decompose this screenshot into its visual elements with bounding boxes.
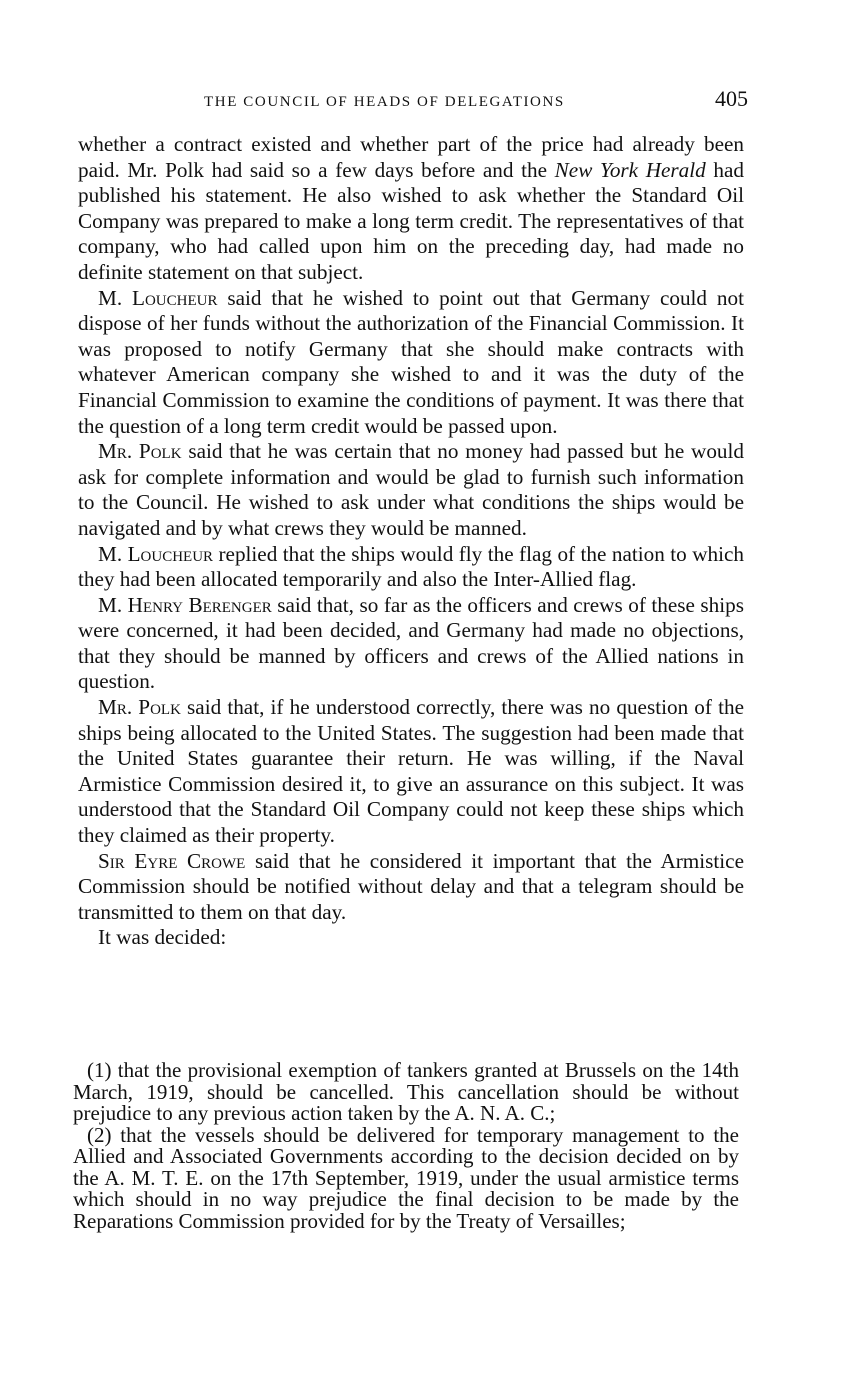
paragraph-crowe (78, 849, 744, 926)
paragraph-text: said that he considered it important that the Armistice Commission should be notified without delay and that a telegram should be transmitted to them on that day. (78, 848, 744, 924)
decisions-list (73, 1060, 739, 1232)
speaker-name: M. Henry Berenger (98, 592, 272, 617)
page-number: 405 (715, 86, 748, 111)
paragraph-polk-2 (78, 695, 744, 849)
speaker-name: Sir Eyre Crowe (98, 848, 246, 873)
paragraph-text: said that, if he understood correctly, there was no question of the ships being allocated to the United States. The suggestion had been made that the United States guarantee their return. He was willing, if the Naval Armistice Commission desired it, to give an assurance on this subject. It was understood that the Standard Oil Company could not keep these ships which they claimed as their property. (78, 695, 744, 848)
paragraph-polk-1 (78, 439, 744, 541)
speaker-name: M. Loucheur (98, 285, 218, 310)
running-title: THE COUNCIL OF HEADS OF DELEGATIONS (204, 94, 565, 110)
paragraph-text: had published his statement. He also wished to ask whether the Standard Oil Company was prepared to make a long term credit. The representatives of that company, who had called upon him on the preceding day, had made no definite statement on that subject. (78, 157, 744, 284)
paragraph-text: said that, so far as the officers and crews of these ships were concerned, it had been decided, and Germany had made no objections, that they should be manned by officers and crews of the Allied nations in question. (78, 592, 744, 694)
paragraph-text: said that he wished to point out that Germany could not dispose of her funds without the authorization of the Financial Commission. It was proposed to notify Germany that she should make contracts with whatever American company she wished to and it was the duty of the Financial Commission to examine the conditions of payment. It was there that the question of a long term credit would be passed upon. (78, 285, 744, 438)
newspaper-title: New York Herald (554, 157, 706, 182)
speaker-name: M. Loucheur (98, 541, 214, 566)
paragraph-text: whether a contract existed and whether part of the price had already been paid. Mr. Polk had said so a few days before and the (78, 132, 744, 182)
paragraph-continuation (78, 132, 744, 286)
paragraph-berenger (78, 593, 744, 695)
page-header (78, 86, 748, 116)
decision-item: (1) that the provisional exemption of tankers granted at Brussels on the 14th March, 1919, should be cancelled. This cancellation should be without prejudice to any previous action taken by the A. N. A. C.; (73, 1058, 739, 1125)
paragraph-loucheur-1 (78, 286, 744, 440)
paragraph-text: It was decided: (98, 925, 227, 950)
body-text (78, 132, 744, 951)
paragraph-decision-intro (78, 925, 744, 951)
decision-item: (2) that the vessels should be delivered for temporary management to the Allied and Associated Governments according to the decision decided on by the A. M. T. E. on the 17th September, 1919, under the usual armistice terms which should in no way prejudice the final decision to be made by the Reparations Commission provided for by the Treaty of Versailles; (73, 1122, 739, 1233)
speaker-name: Mr. Polk (98, 695, 181, 720)
paragraph-text: said that he was certain that no money had passed but he would ask for complete information and would be glad to furnish such information to the Council. He wished to ask under what conditions the ships would be navigated and by what crews they would be manned. (78, 439, 744, 540)
paragraph-loucheur-2 (78, 542, 744, 593)
speaker-name: Mr. Polk (98, 439, 182, 464)
paragraph-text: replied that the ships would fly the flag of the nation to which they had been allocated temporarily and also the Inter-Allied flag. (78, 541, 744, 592)
